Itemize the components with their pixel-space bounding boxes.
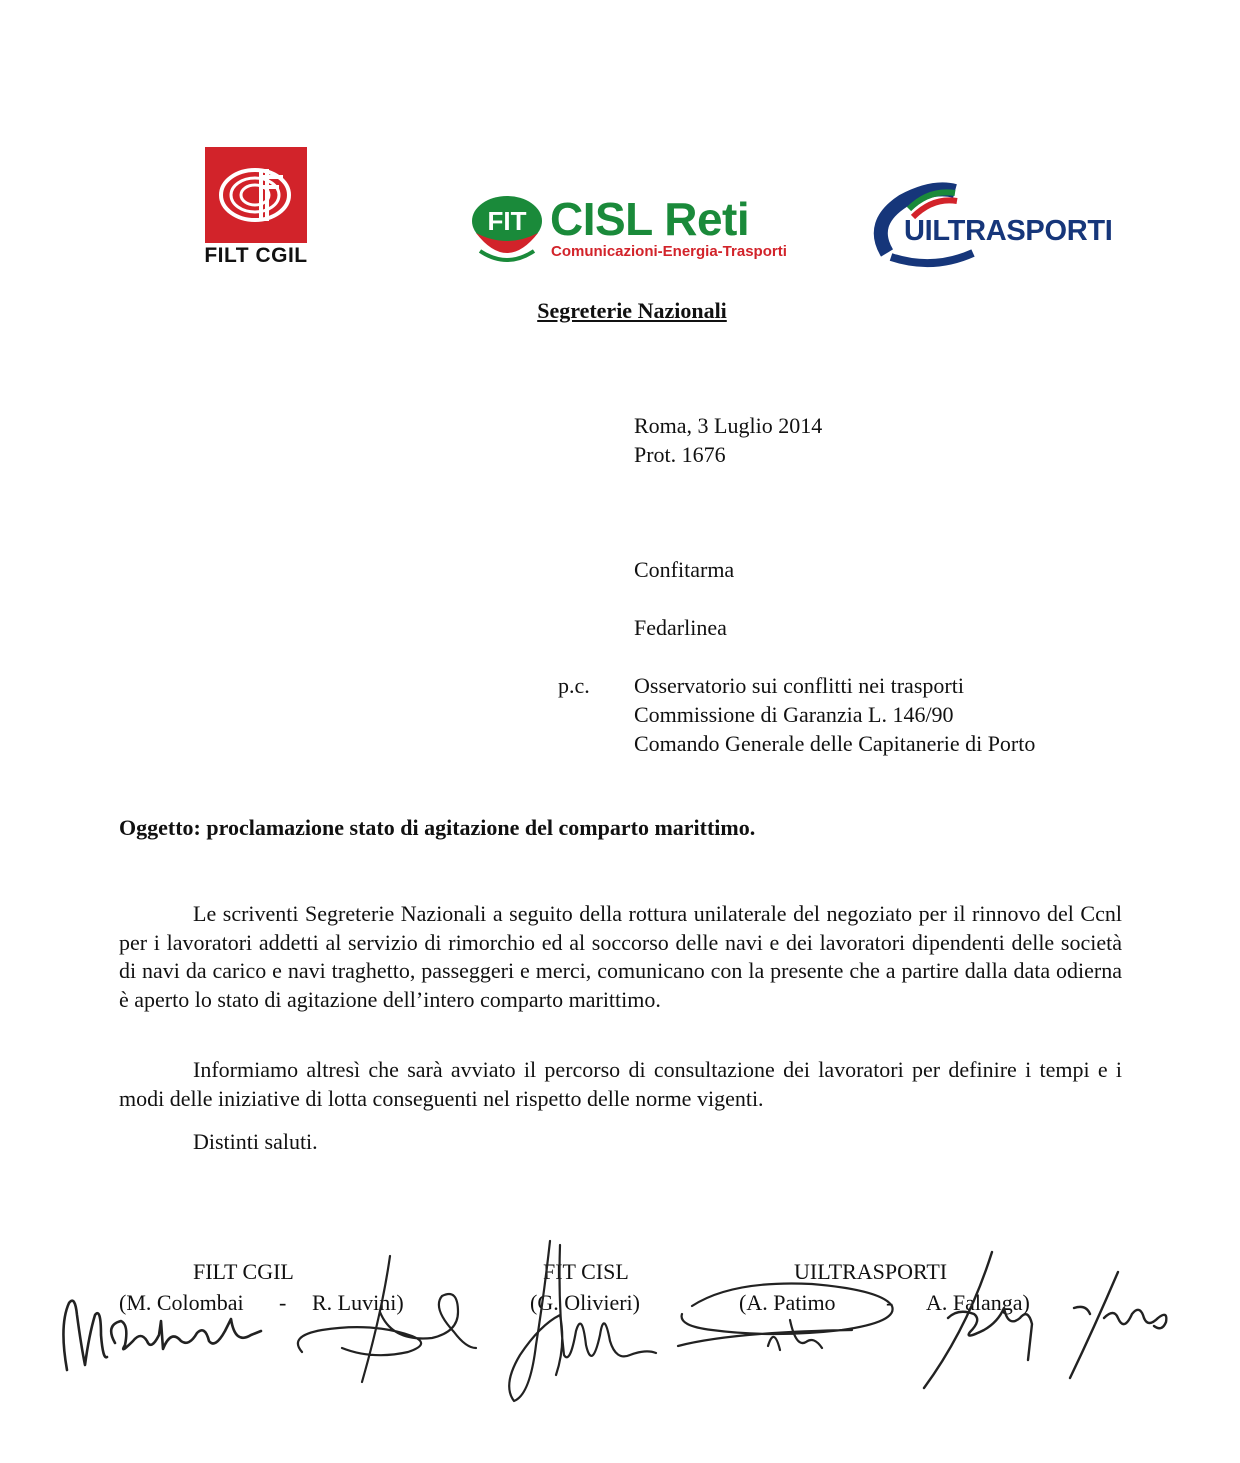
handwritten-signature-olivieri xyxy=(500,1235,660,1405)
page-heading: Segreterie Nazionali xyxy=(537,298,727,323)
place-date: Roma, 3 Luglio 2014 xyxy=(634,413,823,438)
fit-cisl-logo-name: CISL Reti xyxy=(550,193,750,245)
body-paragraph-2: Informiamo altresì che sarà avviato il percorso di consultazione dei lavoratori per definire i tempi e i modi delle iniziative di lotta conseguenti nel rispetto delle norme vigenti. xyxy=(119,1057,1122,1111)
fit-cisl-emblem-icon xyxy=(470,193,544,265)
signature-org-uil: UILTRASPORTI xyxy=(794,1259,948,1284)
body-paragraph-1: Le scriventi Segreterie Nazionali a seguito della rottura unilaterale del negoziato per il rinnovo del Ccnl per i lavoratori addetti al servizio di rimorchio ed al soccorso delle navi e dei lavoratori dipendenti delle società di navi da carico e navi traghetto, passeggeri e merci, comunicano con la presente che a partire dalla data odierna è aperto lo stato di agitazione dell’intero comparto marittimo. xyxy=(119,901,1122,1012)
signature-org-filt: FILT CGIL xyxy=(193,1259,294,1284)
fit-cisl-logo-subtitle: Comunicazioni-Energia-Trasporti xyxy=(551,243,787,260)
signature-name-patimo: (A. Patimo xyxy=(739,1290,836,1315)
uiltrasporti-logo-label: UILTRASPORTI xyxy=(904,215,1113,247)
handwritten-signature-falanga xyxy=(918,1248,1178,1390)
cc-recipient-commissione: Commissione di Garanzia L. 146/90 xyxy=(634,702,954,727)
recipient-fedarlinea: Fedarlinea xyxy=(634,615,727,640)
handwritten-signature-colombai xyxy=(55,1285,275,1385)
cc-label: p.c. xyxy=(558,673,590,698)
closing: Distinti saluti. xyxy=(193,1129,318,1154)
signature-separator: - xyxy=(279,1290,287,1315)
filt-cgil-logo-label: FILT CGIL xyxy=(204,244,308,267)
signature-org-fit: FIT CISL xyxy=(543,1259,629,1284)
signature-name-colombai: (M. Colombai xyxy=(119,1290,244,1315)
filt-cgil-logo xyxy=(205,147,307,243)
signature-separator: - xyxy=(886,1290,894,1315)
filt-cgil-emblem-icon xyxy=(205,147,307,243)
cc-recipient-comando: Comando Generale delle Capitanerie di Porto xyxy=(634,731,1036,756)
fit-logo-mark: FIT xyxy=(487,206,527,236)
signature-name-luvini: R. Luvini) xyxy=(312,1290,404,1315)
cc-recipient-osservatorio: Osservatorio sui conflitti nei trasporti xyxy=(634,673,964,698)
signature-name-falanga: A. Falanga) xyxy=(926,1290,1030,1315)
handwritten-signature-patimo xyxy=(672,1276,902,1366)
recipient-confitarma: Confitarma xyxy=(634,557,735,582)
subject-line: Oggetto: proclamazione stato di agitazione del comparto marittimo. xyxy=(119,815,756,840)
signature-name-olivieri: (G. Olivieri) xyxy=(530,1290,640,1315)
protocol-number: Prot. 1676 xyxy=(634,442,726,467)
handwritten-signature-luvini xyxy=(282,1252,482,1392)
